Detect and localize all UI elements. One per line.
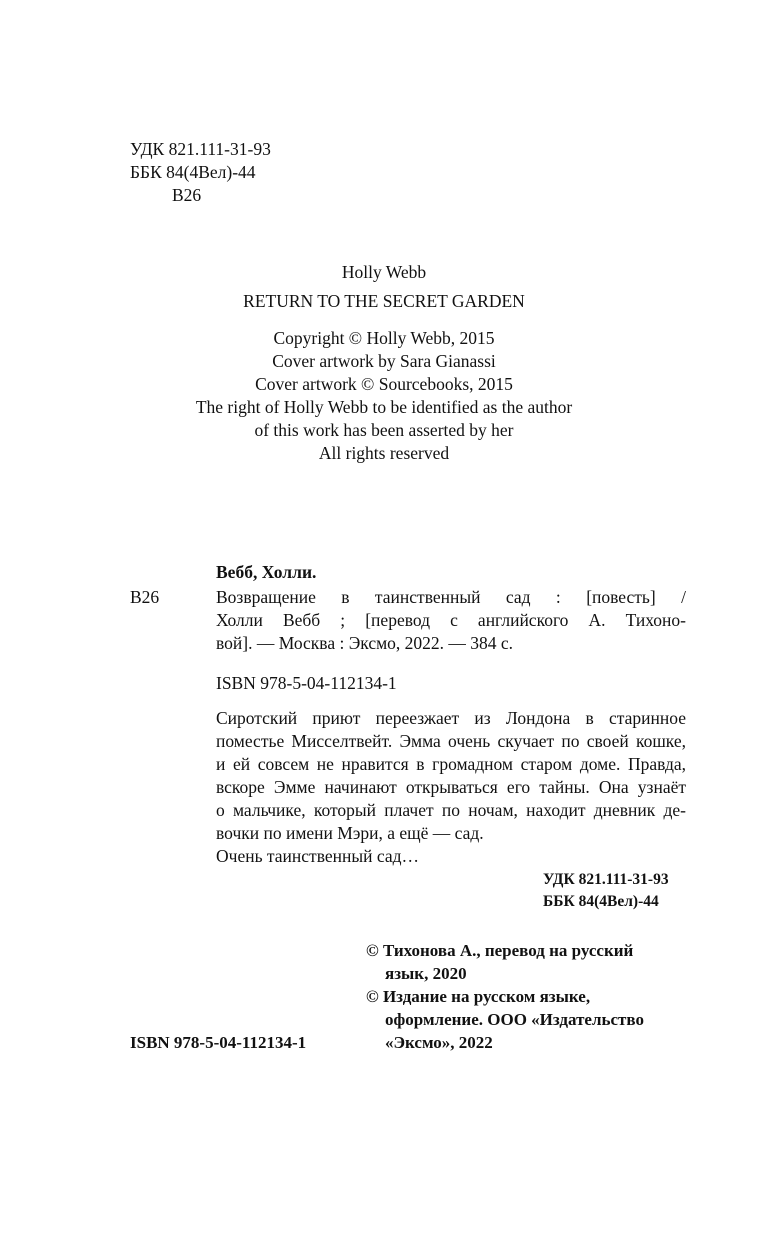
copyright-line: Cover artwork © Sourcebooks, 2015: [255, 374, 513, 394]
catalog-entry-line: Холли Вебб ; [перевод с английского А. Тихоно-: [216, 610, 686, 630]
edition-rights-line: © Издание на русском языке,: [366, 987, 591, 1006]
copyright-line: All rights reserved: [318, 443, 450, 463]
catalog-code: В26: [130, 587, 160, 607]
annotation-line: Сиротский приют переезжает из Лондона в старинное: [216, 708, 686, 728]
edition-rights-line: оформление. ООО «Издательство: [385, 1010, 644, 1029]
original-title: RETURN TO THE SECRET GARDEN: [243, 291, 525, 311]
original-author: Holly Webb: [341, 262, 427, 282]
catalog-author-heading: Вебб, Холли.: [216, 562, 317, 582]
annotation-line: поместье Мисселтвейт. Эмма очень скучает по своей кошке,: [216, 731, 686, 751]
bbk-top: ББК 84(4Вел)-44: [130, 162, 256, 182]
udk-bottom: УДК 821.111-31-93: [543, 871, 669, 888]
catalog-entry: [216, 586, 686, 655]
original-copyright-block: [0, 327, 768, 465]
annotation-line: вскоре Эмме начинают открываться его тайны. Она узнаёт: [216, 777, 686, 797]
annotation-line: о мальчике, который плачет по ночам, находит дневник де-: [216, 800, 686, 820]
copyright-line: of this work has been asserted by her: [254, 420, 514, 440]
catalog-entry-line: вой]. — Москва : Эксмо, 2022. — 384 с.: [216, 633, 514, 653]
copyright-line: Cover artwork by Sara Gianassi: [272, 351, 496, 371]
annotation-line: вочки по имени Мэри, а ещё — сад.: [216, 823, 484, 843]
catalog-entry-line: Возвращение в таинственный сад : [повесть] /: [216, 587, 686, 607]
bbk-bottom: ББК 84(4Вел)-44: [543, 893, 659, 910]
annotation-last-line: Очень таинственный сад…: [216, 846, 420, 866]
annotation: [216, 707, 686, 845]
udk-top: УДК 821.111-31-93: [130, 139, 271, 159]
catalog-isbn: ISBN 978-5-04-112134-1: [216, 673, 397, 693]
isbn-bottom: ISBN 978-5-04-112134-1: [130, 1033, 307, 1052]
rights-block: [366, 939, 644, 1054]
annotation-line: и ей совсем не нравится в громадном старом доме. Правда,: [216, 754, 686, 774]
copyright-line: Copyright © Holly Webb, 2015: [273, 328, 495, 348]
copyright-line: The right of Holly Webb to be identified as the author: [195, 397, 573, 417]
translation-rights-line: язык, 2020: [385, 964, 467, 983]
edition-rights-line: «Эксмо», 2022: [385, 1033, 493, 1052]
author-code-top: В26: [172, 185, 202, 205]
translation-rights-line: © Тихонова А., перевод на русский: [366, 941, 634, 960]
